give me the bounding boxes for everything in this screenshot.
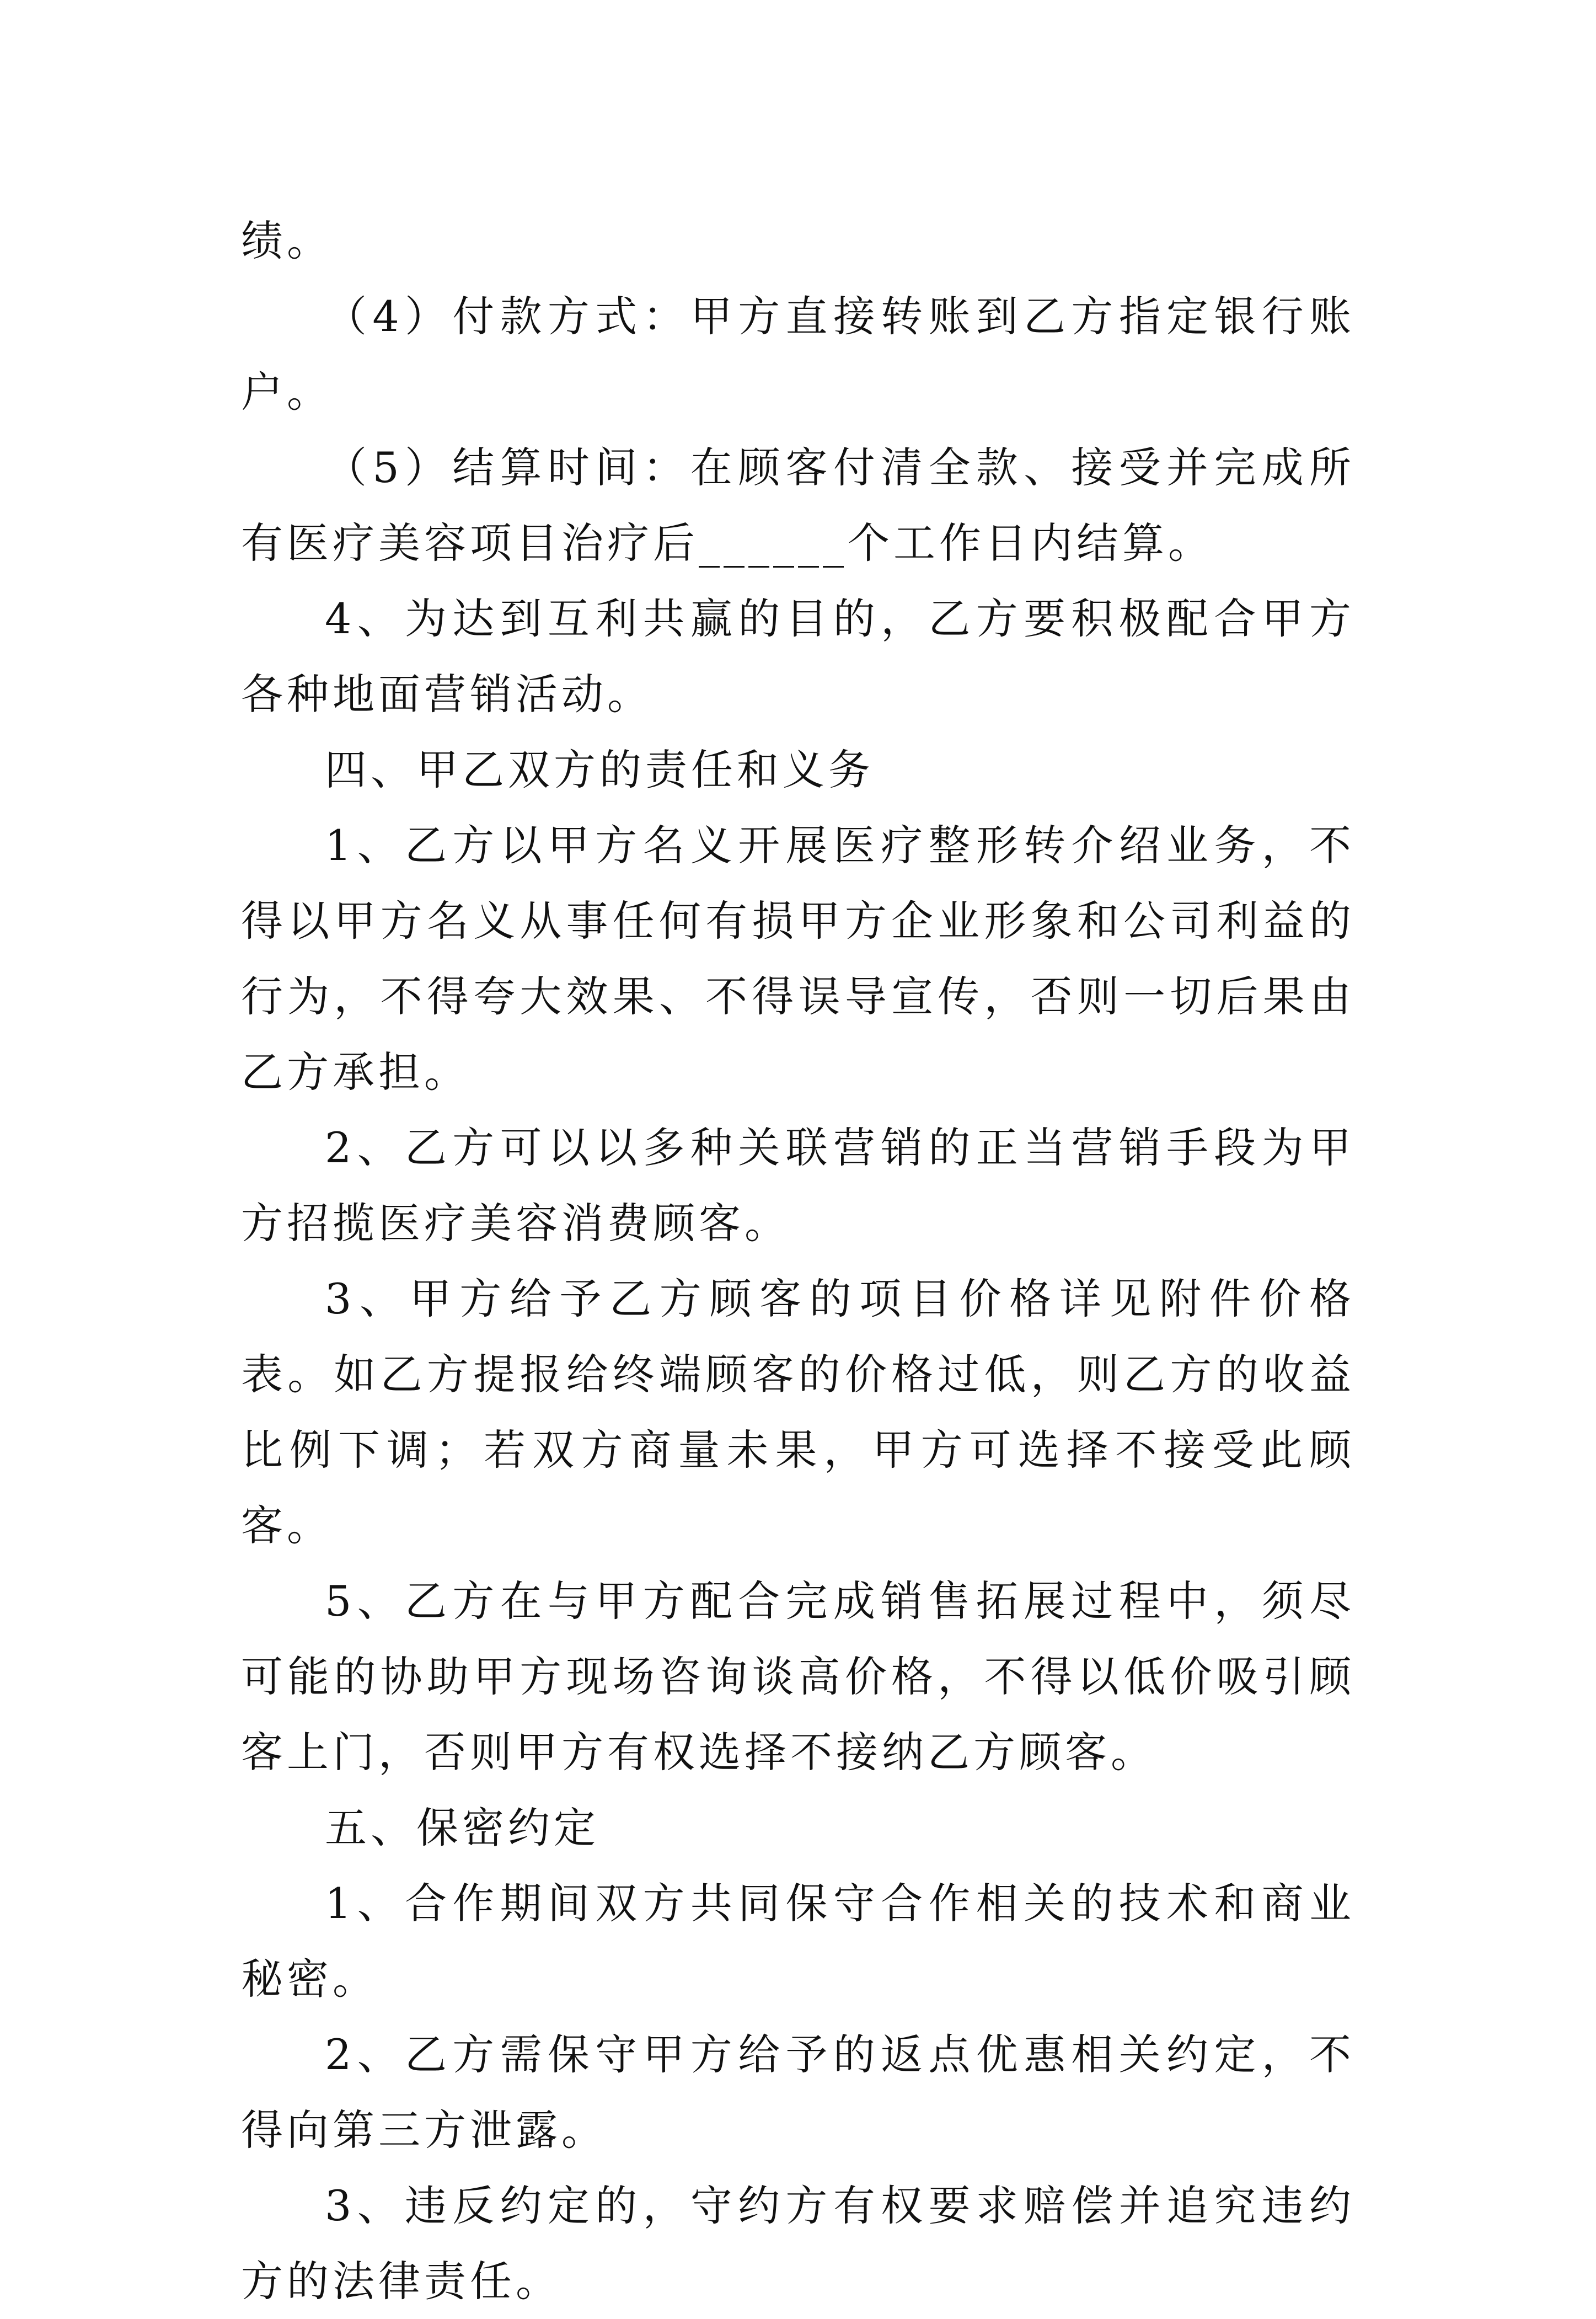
paragraph-settlement-time: （5）结算时间：在顾客付清全款、接受并完成所有医疗美容项目治疗后______个工作日内结算。	[241, 443, 1355, 568]
paragraph-responsibility-2: 2、乙方可以以多种关联营销的正当营销手段为甲方招揽医疗美容消费顾客。	[241, 1123, 1355, 1248]
paragraph-marketing-cooperation: 4、为达到互利共赢的目的，乙方要积极配合甲方各种地面营销活动。	[241, 594, 1355, 719]
paragraph-continuation: 绩。	[241, 216, 333, 265]
paragraph-responsibility-5: 5、乙方在与甲方配合完成销售拓展过程中，须尽可能的协助甲方现场咨询谈高价格，不得以低价吸引顾客上门，否则甲方有权选择不接纳乙方顾客。	[241, 1577, 1355, 1777]
paragraph-payment-method: （4）付款方式：甲方直接转账到乙方指定银行账户。	[241, 292, 1355, 416]
paragraph-confidentiality-3: 3、违反约定的，守约方有权要求赔偿并追究违约方的法律责任。	[241, 2181, 1355, 2306]
paragraph-confidentiality-2: 2、乙方需保守甲方给予的返点优惠相关约定，不得向第三方泄露。	[241, 2030, 1355, 2155]
paragraph-responsibility-3: 3、甲方给予乙方顾客的项目价格详见附件价格表。如乙方提报给终端顾客的价格过低，则乙方的收益比例下调；若双方商量未果，甲方可选择不接受此顾客。	[241, 1274, 1355, 1550]
section-heading-responsibilities: 四、甲乙双方的责任和义务	[325, 745, 874, 794]
paragraph-confidentiality-1: 1、合作期间双方共同保守合作相关的技术和商业秘密。	[241, 1879, 1355, 2003]
paragraph-responsibility-1: 1、乙方以甲方名义开展医疗整形转介绍业务，不得以甲方名义从事任何有损甲方企业形象和公司利益的行为，不得夸大效果、不得误导宣传，否则一切后果由乙方承担。	[241, 821, 1355, 1097]
section-heading-confidentiality: 五、保密约定	[325, 1803, 599, 1852]
document-body	[241, 203, 1355, 2319]
